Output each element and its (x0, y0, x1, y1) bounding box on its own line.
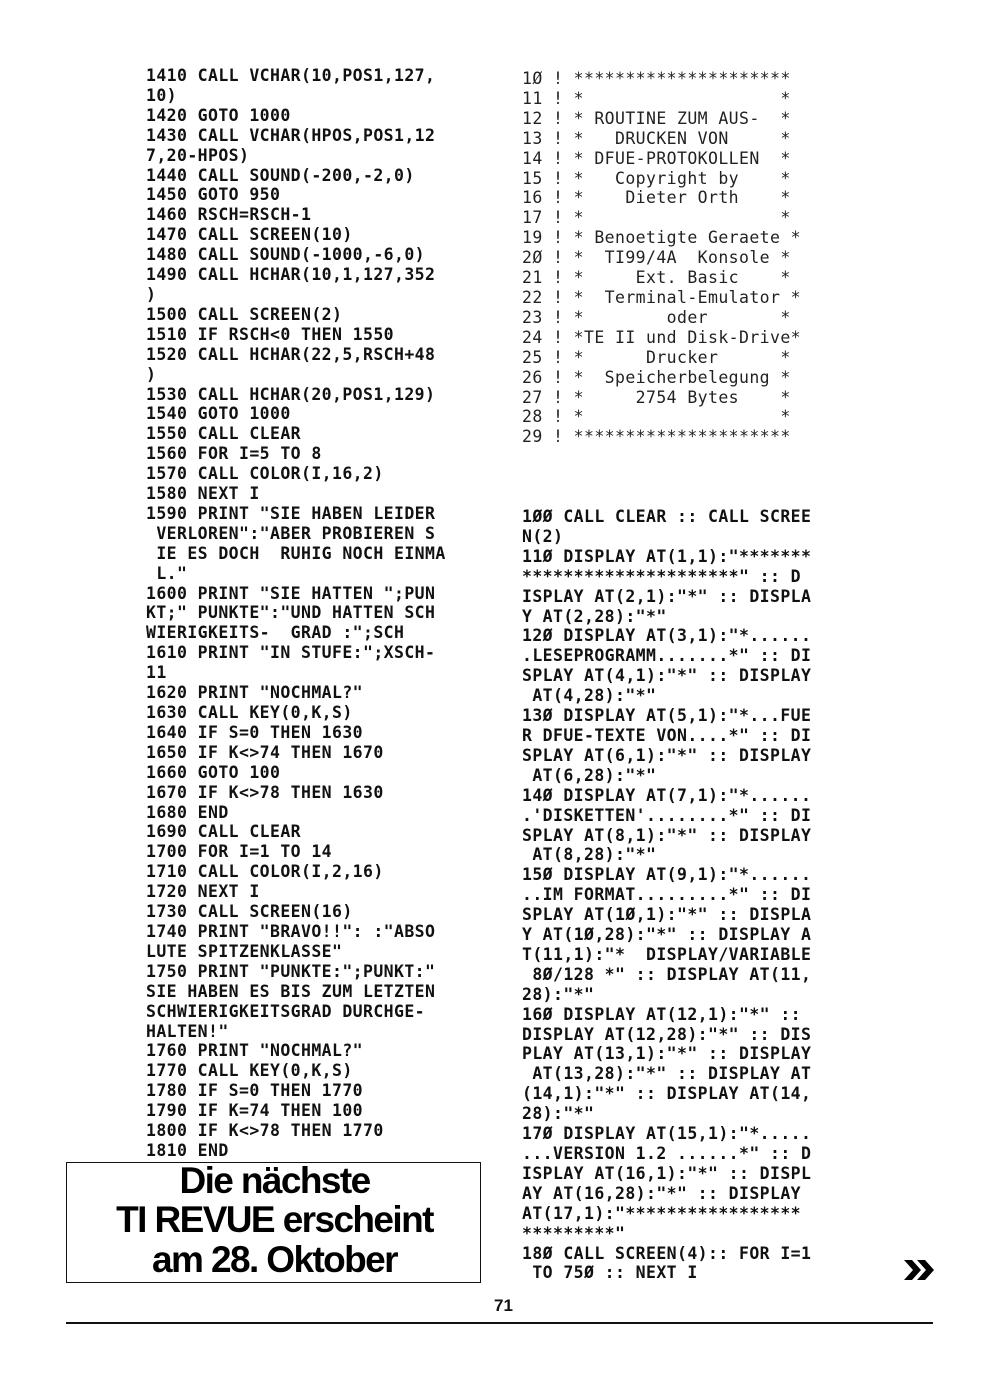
code-line: 1ØØ CALL CLEAR :: CALL SCREE (522, 507, 812, 526)
code-line: *********************" :: D (522, 566, 802, 586)
code-line: VERLOREN":"ABER PROBIEREN S (146, 523, 436, 543)
code-line: 1790 IF K=74 THEN 100 (146, 1101, 364, 1121)
code-line: SPLAY AT(6,1):"*" :: DISPLAY (522, 745, 812, 765)
announcement-line-3: am 28. Oktober (152, 1239, 397, 1280)
code-line: KT;" PUNKTE":"UND HATTEN SCH (146, 603, 436, 623)
code-line: 7,20-HPOS) (146, 145, 250, 165)
code-line: Y AT(1Ø,28):"*" :: DISPLAY A (522, 925, 812, 945)
code-line: 15 ! * Copyright by * (522, 168, 791, 188)
code-line: SPLAY AT(4,1):"*" :: DISPLAY (522, 666, 812, 686)
code-line: 1770 CALL KEY(0,K,S) (146, 1061, 353, 1081)
basic-listing-header-comment (522, 69, 801, 447)
code-line: 1570 CALL COLOR(I,16,2) (146, 464, 384, 484)
code-line: AT(8,28):"*" (522, 845, 657, 865)
code-line: HALTEN!" (146, 1021, 229, 1041)
footer-rule (66, 1322, 933, 1324)
code-line: 12 ! * ROUTINE ZUM AUS- * (522, 108, 791, 128)
code-line: 1680 END (146, 802, 229, 822)
code-line: R DFUE-TEXTE VON....*" :: DI (522, 725, 812, 745)
code-line: 1650 IF K<>74 THEN 1670 (146, 742, 384, 762)
code-line: 1620 PRINT "NOCHMAL?" (146, 683, 364, 703)
code-line: 1410 CALL VCHAR(10,POS1,127, (146, 66, 436, 85)
code-line: 24 ! *TE II und Disk-Drive* (522, 327, 802, 347)
code-line: 22 ! * Terminal-Emulator * (522, 287, 802, 307)
basic-listing-left (146, 66, 446, 1161)
code-line: T(11,1):"* DISPLAY/VARIABLE (522, 944, 812, 964)
code-line: .'DISKETTEN'........*" :: DI (522, 805, 812, 825)
code-line: 1660 GOTO 100 (146, 762, 281, 782)
code-line: (14,1):"*" :: DISPLAY AT(14, (522, 1084, 812, 1104)
code-line: 1760 PRINT "NOCHMAL?" (146, 1041, 364, 1061)
code-line: ISPLAY AT(2,1):"*" :: DISPLA (522, 586, 812, 606)
code-line: AT(17,1):"***************** (522, 1203, 802, 1223)
code-line: 19 ! * Benoetigte Geraete * (522, 228, 802, 248)
code-line: 1530 CALL HCHAR(20,POS1,129) (146, 384, 436, 404)
code-line: 1600 PRINT "SIE HATTEN ";PUN (146, 583, 436, 603)
code-line: 1740 PRINT "BRAVO!!": :"ABSO (146, 921, 436, 941)
code-line: 11Ø DISPLAY AT(1,1):"******* (522, 546, 812, 566)
code-line: L." (146, 563, 188, 583)
code-line: 12Ø DISPLAY AT(3,1):"*...... (522, 626, 812, 646)
code-line: 29 ! ********************* (522, 427, 791, 447)
code-line: 2Ø ! * TI99/4A Konsole * (522, 248, 791, 268)
code-line: 1730 CALL SCREEN(16) (146, 902, 353, 922)
code-line: SPLAY AT(1Ø,1):"*" :: DISPLA (522, 905, 812, 925)
announcement-line-2: TI REVUE erscheint (116, 1199, 433, 1240)
code-line: 13 ! * DRUCKEN VON * (522, 128, 791, 148)
code-line: 28 ! * * (522, 407, 791, 427)
code-line: AT(13,28):"*" :: DISPLAY AT (522, 1064, 812, 1084)
code-line: 1710 CALL COLOR(I,2,16) (146, 862, 384, 882)
code-line: 1470 CALL SCREEN(10) (146, 225, 353, 245)
code-line: ...VERSION 1.2 ......*" :: D (522, 1144, 812, 1163)
code-line: ) (146, 284, 157, 304)
code-line: 14 ! * DFUE-PROTOKOLLEN * (522, 148, 791, 168)
basic-listing-right (522, 507, 811, 1283)
code-line: 1780 IF S=0 THEN 1770 (146, 1081, 364, 1101)
code-line: 21 ! * Ext. Basic * (522, 268, 791, 288)
code-line: 1420 GOTO 1000 (146, 105, 291, 125)
code-line: 1490 CALL HCHAR(10,1,127,352 (146, 265, 436, 285)
code-line: 25 ! * Drucker * (522, 347, 791, 367)
code-line: WIERIGKEITS- GRAD :";SCH (146, 623, 405, 643)
code-line: ) (146, 364, 157, 384)
code-line: 28):"*" (522, 984, 595, 1004)
code-line: AY AT(16,28):"*" :: DISPLAY (522, 1183, 802, 1203)
code-line: 1440 CALL SOUND(-200,-2,0) (146, 165, 415, 185)
code-line: SPLAY AT(8,1):"*" :: DISPLAY (522, 825, 812, 845)
announcement-box (66, 1162, 481, 1283)
code-line: 1500 CALL SCREEN(2) (146, 304, 343, 324)
code-line: SIE HABEN ES BIS ZUM LETZTEN (146, 981, 436, 1001)
code-line: N(2) (522, 526, 564, 546)
code-line: 1630 CALL KEY(0,K,S) (146, 703, 353, 722)
code-line: 1810 END (146, 1140, 229, 1160)
code-line: 16 ! * Dieter Orth * (522, 188, 791, 208)
code-line: 14Ø DISPLAY AT(7,1):"*...... (522, 785, 812, 805)
code-line: LUTE SPITZENKLASSE" (146, 941, 343, 961)
code-line: 1800 IF K<>78 THEN 1770 (146, 1121, 384, 1141)
code-line: 28):"*" (522, 1104, 595, 1124)
code-line: 10) (146, 85, 178, 105)
code-line: 1700 FOR I=1 TO 14 (146, 842, 333, 862)
code-line: 26 ! * Speicherbelegung * (522, 367, 791, 387)
code-line: 1460 RSCH=RSCH-1 (146, 205, 312, 225)
code-line: 1610 PRINT "IN STUFE:";XSCH- (146, 643, 436, 663)
code-line: .LESEPROGRAMM.......*" :: DI (522, 646, 812, 666)
code-line: AT(4,28):"*" (522, 686, 657, 706)
code-line: ..IM FORMAT.........*" :: DI (522, 885, 812, 905)
code-line: 1690 CALL CLEAR (146, 822, 302, 842)
code-line: 1670 IF K<>78 THEN 1630 (146, 782, 384, 802)
code-line: AT(6,28):"*" (522, 765, 657, 785)
code-line: 15Ø DISPLAY AT(9,1):"*...... (522, 865, 812, 885)
code-line: SCHWIERIGKEITSGRAD DURCHGE- (146, 1001, 426, 1021)
code-line: 27 ! * 2754 Bytes * (522, 387, 791, 407)
code-line: 1430 CALL VCHAR(HPOS,POS1,12 (146, 125, 436, 145)
code-line: 11 ! * * (522, 88, 791, 108)
code-line: 1510 IF RSCH<0 THEN 1550 (146, 324, 395, 344)
code-line: PLAY AT(13,1):"*" :: DISPLAY (522, 1044, 812, 1064)
code-line: 17 ! * * (522, 208, 791, 228)
code-line: DISPLAY AT(12,28):"*" :: DIS (522, 1024, 812, 1044)
code-line: 1540 GOTO 1000 (146, 404, 291, 424)
code-line: 11 (146, 663, 167, 683)
code-line: 17Ø DISPLAY AT(15,1):"*..... (522, 1124, 812, 1144)
code-line: IE ES DOCH RUHIG NOCH EINMA (146, 543, 446, 563)
code-line: Y AT(2,28):"*" (522, 606, 667, 626)
continue-arrow-icon (904, 1258, 936, 1282)
code-line: 1450 GOTO 950 (146, 185, 281, 205)
code-line: 1590 PRINT "SIE HABEN LEIDER (146, 503, 436, 523)
code-line: ISPLAY AT(16,1):"*" :: DISPL (522, 1163, 812, 1183)
code-line: 1480 CALL SOUND(-1000,-6,0) (146, 245, 426, 265)
code-line: 1520 CALL HCHAR(22,5,RSCH+48 (146, 344, 436, 364)
page-number: 71 (494, 1296, 513, 1315)
code-line: 1750 PRINT "PUNKTE:";PUNKT:" (146, 961, 436, 981)
code-line: TO 75Ø :: NEXT I (522, 1263, 698, 1283)
code-line: 1720 NEXT I (146, 882, 260, 902)
code-line: 18Ø CALL SCREEN(4):: FOR I=1 (522, 1243, 812, 1263)
code-line: 1Ø ! ********************* (522, 69, 791, 88)
code-line: 1640 IF S=0 THEN 1630 (146, 722, 364, 742)
code-line: 1580 NEXT I (146, 484, 260, 504)
code-line: *********" (522, 1223, 626, 1243)
code-line: 8Ø/128 *" :: DISPLAY AT(11, (522, 964, 812, 984)
code-line: 1550 CALL CLEAR (146, 424, 302, 444)
announcement-line-1: Die nächste (179, 1160, 370, 1201)
code-line: 1560 FOR I=5 TO 8 (146, 444, 322, 464)
code-line: 16Ø DISPLAY AT(12,1):"*" :: (522, 1004, 802, 1024)
code-line: 23 ! * oder * (522, 307, 791, 327)
code-line: 13Ø DISPLAY AT(5,1):"*...FUE (522, 706, 812, 726)
